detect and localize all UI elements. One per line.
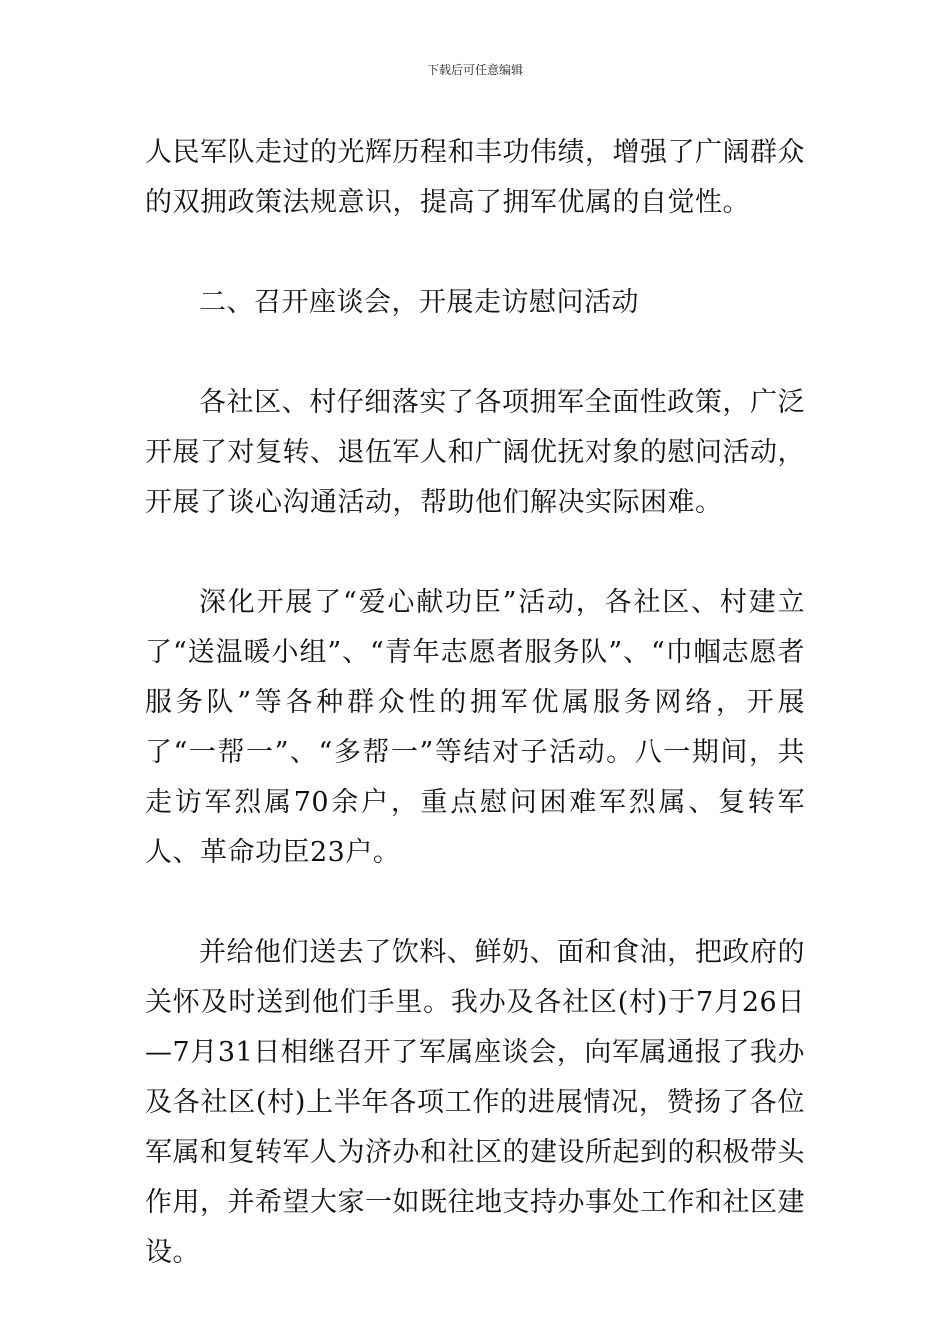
document-body <box>145 128 805 1328</box>
paragraph-visits: 各社区、村仔细落实了各项拥军全面性政策，广泛开展了对复转、退伍军人和广阔优抚对象的慰问活动，开展了谈心沟通活动，帮助他们解决实际困难。 <box>145 387 805 518</box>
paragraph-continuation: 人民军队走过的光辉历程和丰功伟绩，增强了广阔群众的双拥政策法规意识，提高了拥军优属的自觉性。 <box>145 137 805 218</box>
page-header: 下载后可任意编辑 <box>426 63 523 77</box>
paragraph-activities: 深化开展了“爱心献功臣”活动，各社区、村建立了“送温暖小组”、“青年志愿者服务队”、“巾帼志愿者服务队”等各种群众性的拥军优属服务网络，开展了“一帮一”、“多帮一”等结对子活动。八一期间，共走访军烈属70余户，重点慰问困难军烈属、复转军人、革命功臣23户。 <box>145 587 805 868</box>
section-heading: 二、召开座谈会，开展走访慰问活动 <box>199 287 639 318</box>
paragraph-symposium: 并给他们送去了饮料、鲜奶、面和食油，把政府的关怀及时送到他们手里。我办及各社区(村)于7月26日—7月31日相继召开了军属座谈会，向军属通报了我办及各社区(村)上半年各项工作的进展情况，赞扬了各位军属和复转军人为济办和社区的建设所起到的积极带头作用，并希望大家一如既往地支持办事处工作和社区建设。 <box>145 937 805 1268</box>
